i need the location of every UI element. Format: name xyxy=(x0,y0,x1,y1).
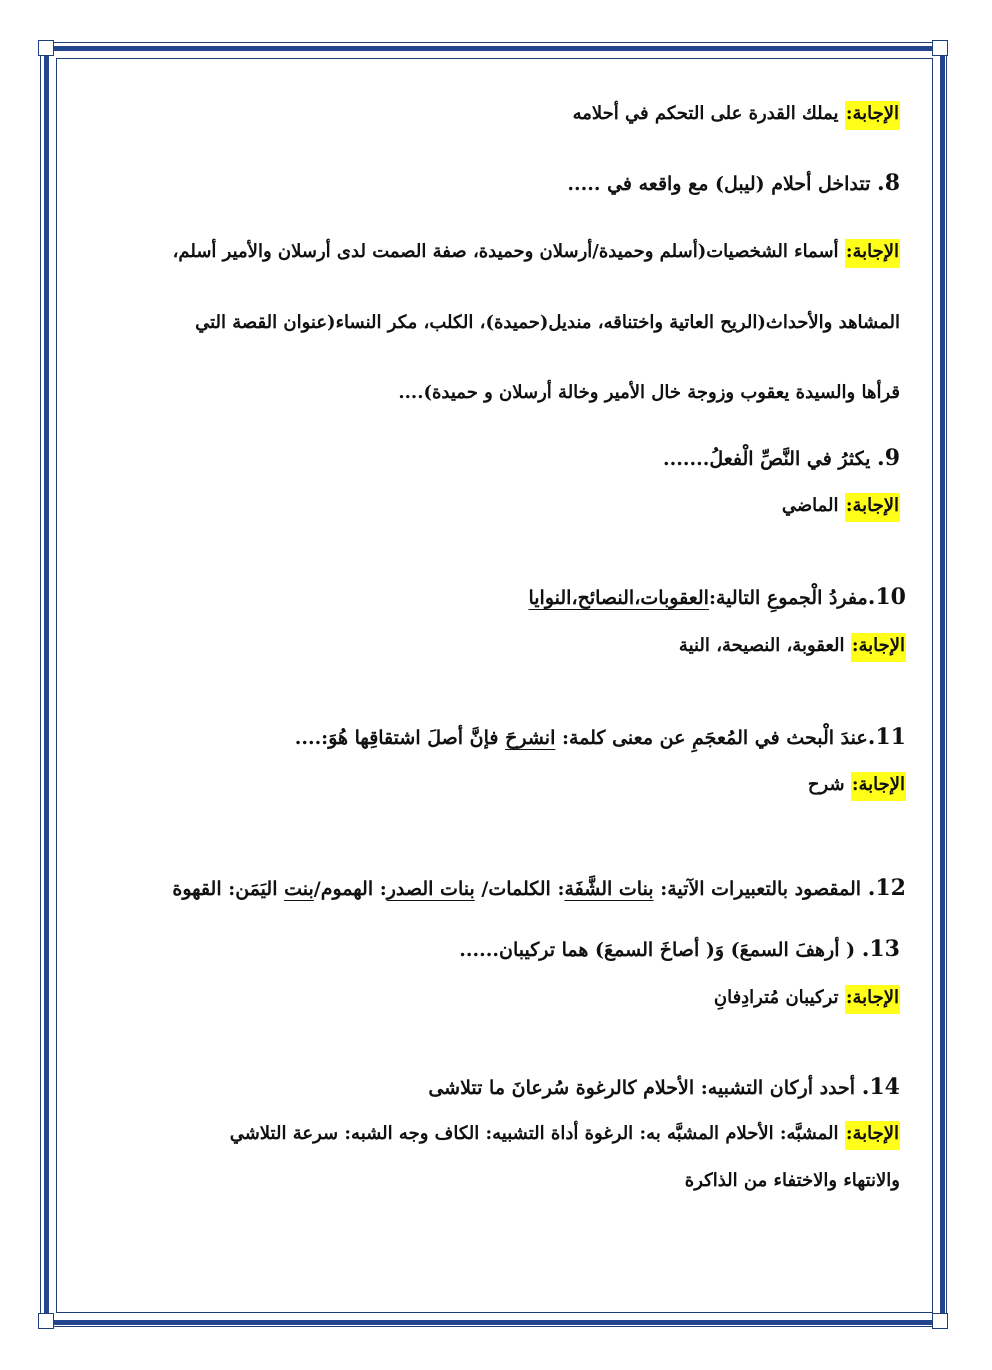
answer-label: الإجابة: xyxy=(845,1121,900,1150)
answer-14-line-1 xyxy=(230,1122,900,1146)
question-number: 11. xyxy=(867,724,906,750)
answer-14-line-2 xyxy=(685,1169,900,1193)
question-text: : الكلمات/ xyxy=(474,878,565,900)
question-text: اليَمَن: القهوة xyxy=(172,878,285,900)
answer-text: المشاهد والأحداث(الريح العاتية واختناقه، منديل(حميدة)، الكلب، مكر النساء(عنوان القصة التي xyxy=(195,312,900,333)
answer-label: الإجابة: xyxy=(845,493,900,522)
question-14 xyxy=(428,1075,900,1100)
question-number: 12. xyxy=(867,875,906,901)
answer-text: المشبَّه: الأحلام المشبَّه به: الرغوة أداة التشبيه: الكاف وجه الشبه: سرعة التلاشي xyxy=(229,1123,845,1144)
answer-text: شرح xyxy=(807,774,851,795)
question-text: فإنَّ أصلَ اشتقاقِها هُوَ:.... xyxy=(294,727,506,749)
question-number: 8. xyxy=(877,170,900,196)
question-number: 14. xyxy=(861,1074,900,1100)
underlined-term: بنات الشَّفَة xyxy=(564,878,654,900)
answer-7 xyxy=(573,102,900,126)
answer-8-line-2 xyxy=(195,311,900,335)
answer-label: الإجابة: xyxy=(845,239,900,268)
question-11 xyxy=(295,725,906,750)
question-12 xyxy=(172,876,906,901)
answer-label: الإجابة: xyxy=(845,985,900,1014)
underlined-term: بنات الصدر xyxy=(386,878,475,900)
underlined-word: انشرحَ xyxy=(505,727,556,749)
question-number: 9. xyxy=(877,445,900,471)
answer-text: تركيبان مُترادِفانِ xyxy=(713,987,845,1008)
question-10 xyxy=(528,585,906,610)
answer-label: الإجابة: xyxy=(851,772,906,801)
question-8 xyxy=(567,171,900,196)
question-text: عندَ الْبحث في المُعجَمِ عن معنى كلمة: xyxy=(555,727,868,749)
question-number: 13. xyxy=(861,936,900,962)
question-text: تتداخل أحلام (ليبل) مع واقعه في ..... xyxy=(567,173,878,195)
answer-8-line-3 xyxy=(398,381,900,405)
question-number: 10. xyxy=(867,584,906,610)
border-corner xyxy=(38,1313,54,1329)
answer-text: أسماء الشخصيات(أسلم وحميدة/أرسلان وحميدة، صفة الصمت لدى أرسلان والأمير أسلم، xyxy=(172,241,845,262)
border-corner xyxy=(38,40,54,56)
question-13 xyxy=(459,937,900,962)
underlined-term: بنت xyxy=(284,878,314,900)
answer-text: والانتهاء والاختفاء من الذاكرة xyxy=(684,1170,900,1191)
answer-text: العقوبة، النصيحة، النية xyxy=(678,635,851,656)
answer-text: الماضي xyxy=(781,495,845,516)
question-text: مفردُ الْجموعِ التالية: xyxy=(708,587,868,609)
answer-9 xyxy=(782,494,900,518)
answer-11 xyxy=(808,773,906,797)
border-corner xyxy=(932,40,948,56)
question-text: : الهموم/ xyxy=(313,878,387,900)
question-9 xyxy=(663,446,900,471)
question-text: المقصود بالتعبيرات الآتية: xyxy=(653,878,868,900)
answer-13 xyxy=(714,986,900,1010)
question-text: ( أرهفَ السمعَ) وَ( أصاخَ السمعَ) هما تركيبان...... xyxy=(459,939,862,961)
question-text: يكثرُ في النَّصِّ الْفعلُ....... xyxy=(663,448,878,470)
answer-8-line-1 xyxy=(173,240,900,264)
answer-10 xyxy=(679,634,906,658)
border-corner xyxy=(932,1313,948,1329)
answer-label: الإجابة: xyxy=(851,633,906,662)
question-text: أحدد أركان التشبيه: الأحلام كالرغوة سُرعانَ ما تتلاشى xyxy=(428,1077,862,1099)
answer-label: الإجابة: xyxy=(845,101,900,130)
answer-text: قرأها والسيدة يعقوب وزوجة خال الأمير وخالة أرسلان و حميدة).... xyxy=(398,382,900,403)
answer-text: يملك القدرة على التحكم في أحلامه xyxy=(572,103,845,124)
underlined-words: العقوبات،النصائح،النوايا xyxy=(528,587,709,609)
